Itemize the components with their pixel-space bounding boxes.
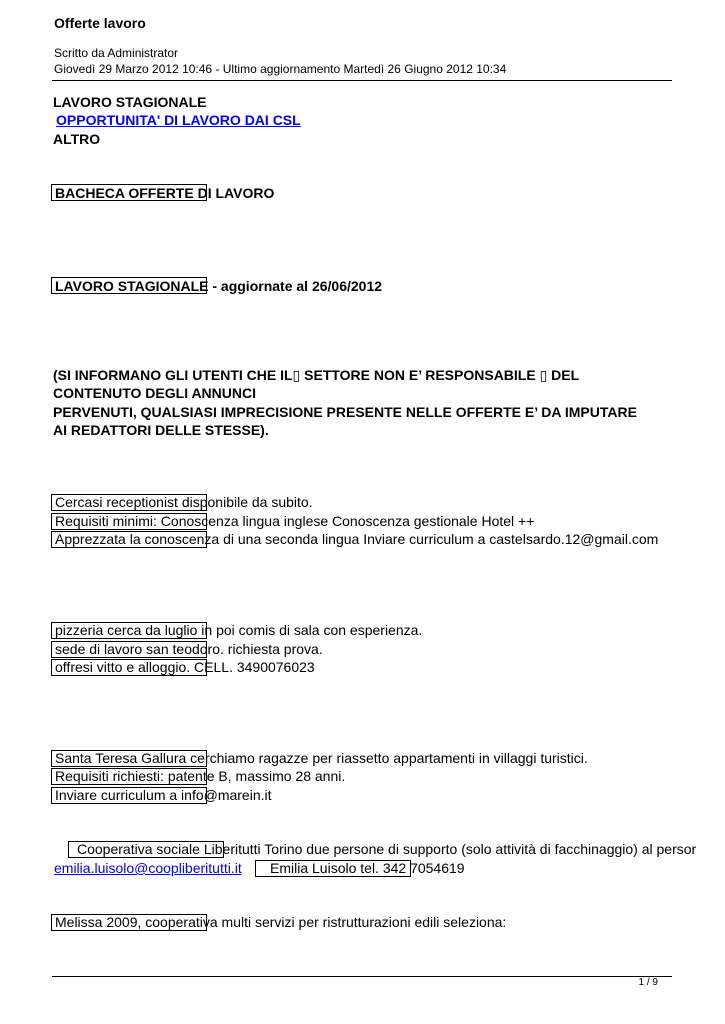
- disclaimer-line: PERVENUTI, QUALSIASI IMPRECISIONE PRESENTE NELLE OFFERTE E’ DA IMPUTARE: [53, 404, 637, 420]
- ad-pizzeria-line: offresi vitto e alloggio. CELL. 3490076023: [55, 659, 315, 675]
- nav-other: ALTRO: [53, 131, 101, 147]
- cooperativa-email-link[interactable]: emilia.luisolo@coopliberitutti.it: [54, 860, 242, 876]
- seasonal-heading: LAVORO STAGIONALE - aggiornate al 26/06/2012: [55, 278, 383, 294]
- disclaimer-line: (SI INFORMANO GLI UTENTI CHE IL▯ SETTORE NON E’ RESPONSABILE ▯ DEL: [53, 367, 580, 383]
- ad-cooperativa-line: Cooperativa sociale Liberitutti Torino due persone di supporto (solo attività di facchinaggio) al persor: [77, 841, 697, 857]
- ad-santa-teresa-line: Requisiti richiesti: patente B, massimo 28 anni.: [55, 768, 346, 784]
- page-title: Offerte lavoro: [54, 15, 146, 31]
- ad-receptionist-line: Cercasi receptionist disponibile da subito.: [55, 494, 313, 510]
- ad-receptionist-line: Requisiti minimi: Conoscenza lingua inglese Conoscenza gestionale Hotel ++: [55, 513, 535, 529]
- disclaimer-line: AI REDATTORI DELLE STESSE).: [53, 422, 269, 438]
- page-number: 1 / 9: [638, 977, 658, 988]
- ad-pizzeria-line: pizzeria cerca da luglio in poi comis di sala con esperienza.: [55, 622, 423, 638]
- disclaimer-line: CONTENUTO DEGLI ANNUNCI: [53, 385, 256, 401]
- date-line: Giovedì 29 Marzo 2012 10:46 - Ultimo aggiornamento Martedì 26 Giugno 2012 10:34: [54, 62, 507, 76]
- ad-receptionist-line: Apprezzata la conoscenza di una seconda lingua Inviare curriculum a castelsardo.12@gmail.com: [55, 531, 659, 547]
- nav-seasonal: LAVORO STAGIONALE: [53, 94, 207, 110]
- ad-santa-teresa-line: Inviare curriculum a info@marein.it: [55, 787, 272, 803]
- ad-santa-teresa-line: Santa Teresa Gallura cerchiamo ragazze per riassetto appartamenti in villaggi turistici.: [55, 750, 588, 766]
- ad-pizzeria-line: sede di lavoro san teodoro. richiesta prova.: [55, 641, 323, 657]
- footer-divider: [52, 976, 672, 977]
- board-heading: BACHECA OFFERTE DI LAVORO: [55, 185, 275, 201]
- csl-link[interactable]: OPPORTUNITA' DI LAVORO DAI CSL: [56, 112, 301, 128]
- ad-melissa-line: Melissa 2009, cooperativa multi servizi per ristrutturazioni edili seleziona:: [55, 914, 507, 930]
- author-line: Scritto da Administrator: [54, 46, 179, 60]
- header-divider: [52, 80, 672, 81]
- cooperativa-contact: Emilia Luisolo tel. 342 7054619: [270, 860, 465, 876]
